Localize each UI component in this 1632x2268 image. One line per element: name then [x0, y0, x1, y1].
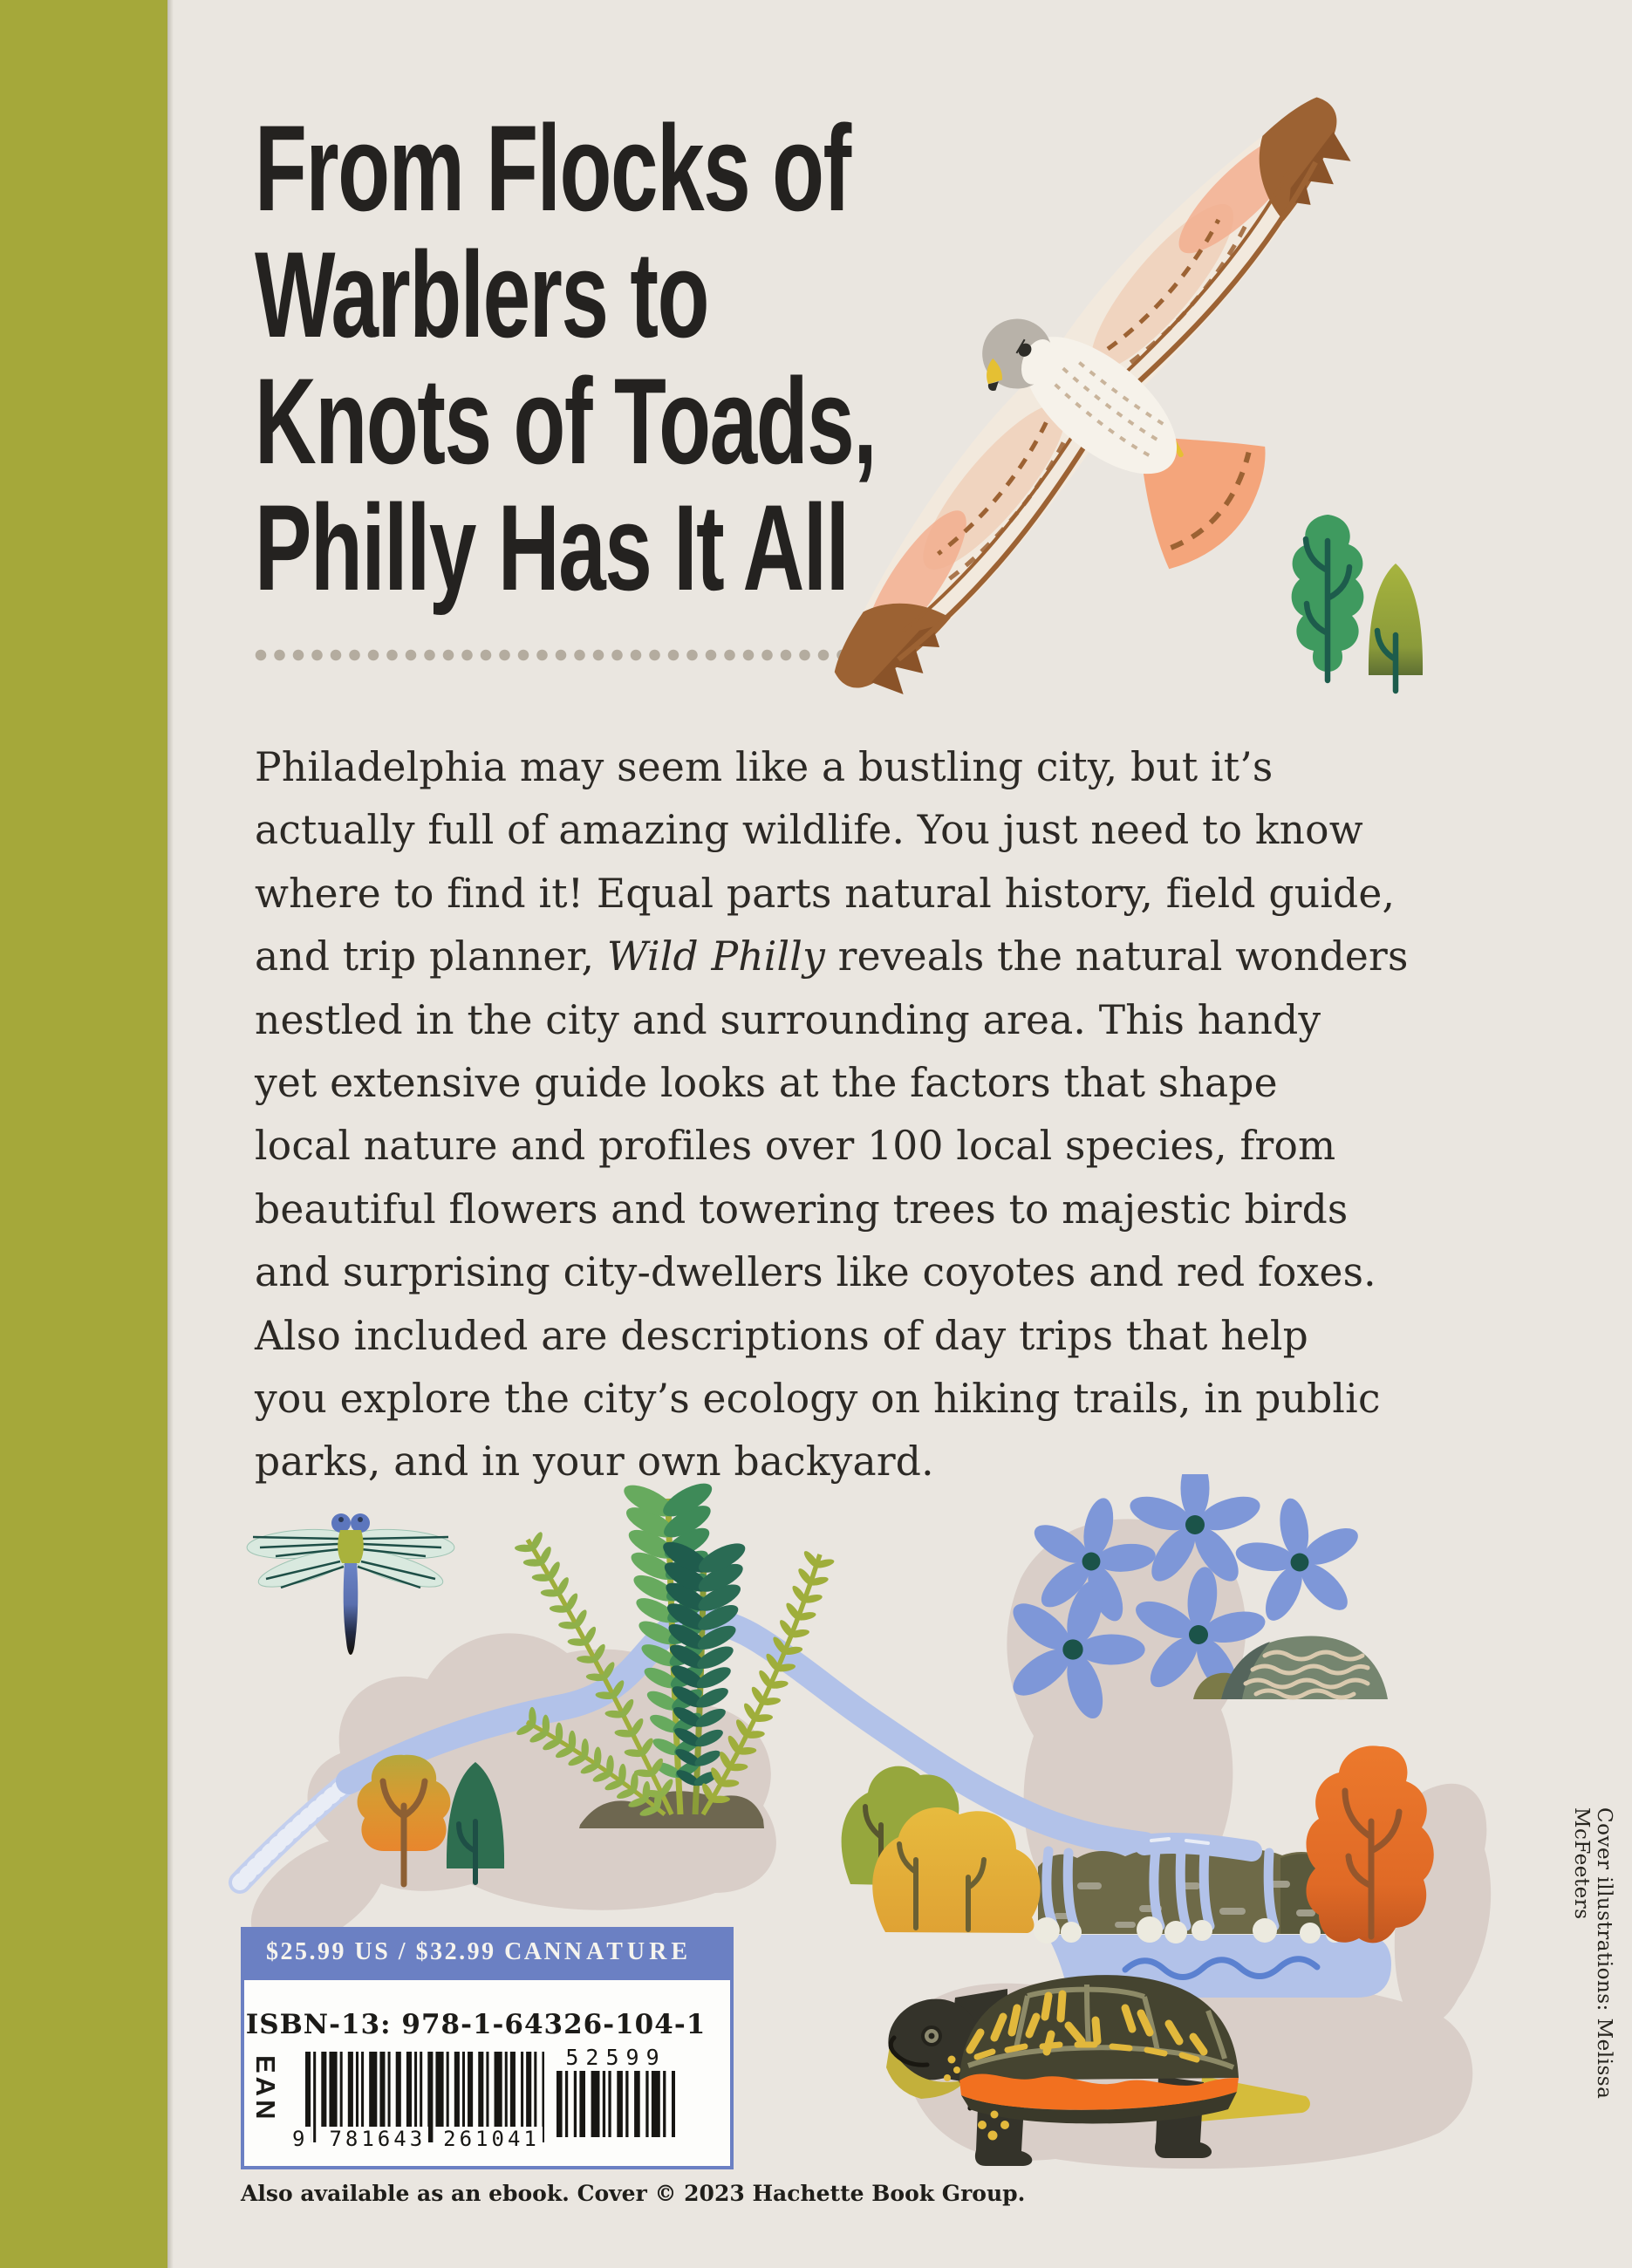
spine-bar	[0, 0, 167, 2268]
bushes-icon	[842, 1766, 1041, 1933]
autumn-tree-icon	[1306, 1745, 1433, 1943]
body-line: actually full of amazing wildlife. You just need to know	[255, 807, 1363, 854]
dragonfly-icon	[246, 1513, 455, 1655]
body-line: parks, and in your own backyard.	[255, 1438, 934, 1486]
body-line: where to find it! Equal parts natural history, field guide,	[255, 870, 1396, 917]
spine-seam	[167, 0, 174, 2268]
body-line: you explore the city’s ecology on hiking trails, in public	[255, 1375, 1381, 1422]
body-line: Philadelphia may seem like a bustling city, but it’s	[255, 744, 1274, 790]
dotted-divider	[255, 649, 876, 661]
book-title-italic: Wild Philly	[606, 933, 825, 980]
hawk-illustration	[829, 70, 1457, 707]
price-code: 52599	[565, 2045, 666, 2070]
illustration-credit: Cover illustrations: Melissa McFeeters	[1570, 1807, 1615, 2100]
body-line: yet extensive guide looks at the factors that shape	[255, 1059, 1278, 1106]
body-line: and trip planner, Wild Philly reveals the natural wonders	[255, 933, 1409, 980]
headline-line: Philly Has It All	[255, 479, 849, 616]
barcode-addon	[557, 2071, 675, 2137]
price-label: $25.99 US / $32.99 CAN	[266, 1937, 564, 1965]
description-paragraph	[255, 736, 1409, 1494]
footnote: Also available as an ebook. Cover © 2023 Hachette Book Group.	[241, 2181, 1026, 2206]
price-category-bar	[241, 1927, 734, 1977]
body-line: nestled in the city and surrounding area. This handy	[255, 996, 1321, 1043]
hawk-icon	[829, 70, 1457, 707]
headline-line: Warblers to	[255, 226, 709, 363]
trees-icon	[1292, 515, 1423, 691]
body-line: and surprising city-dwellers like coyotes and red foxes.	[255, 1249, 1376, 1296]
headline-line: From Flocks of	[255, 99, 850, 236]
headline-line: Knots of Toads,	[255, 352, 877, 489]
barcode-box	[241, 1977, 734, 2169]
body-line: beautiful flowers and towering trees to majestic birds	[255, 1185, 1349, 1233]
ean-label: EAN	[250, 2055, 281, 2123]
barcode-digits: 9 781643 261041	[290, 2127, 551, 2151]
body-line: local nature and profiles over 100 local species, from	[255, 1123, 1336, 1170]
category-label: NATURE	[563, 1937, 692, 1965]
isbn-label: ISBN-13: 978-1-64326-104-1	[245, 2009, 707, 2040]
body-line: Also included are descriptions of day trips that help	[255, 1312, 1308, 1359]
